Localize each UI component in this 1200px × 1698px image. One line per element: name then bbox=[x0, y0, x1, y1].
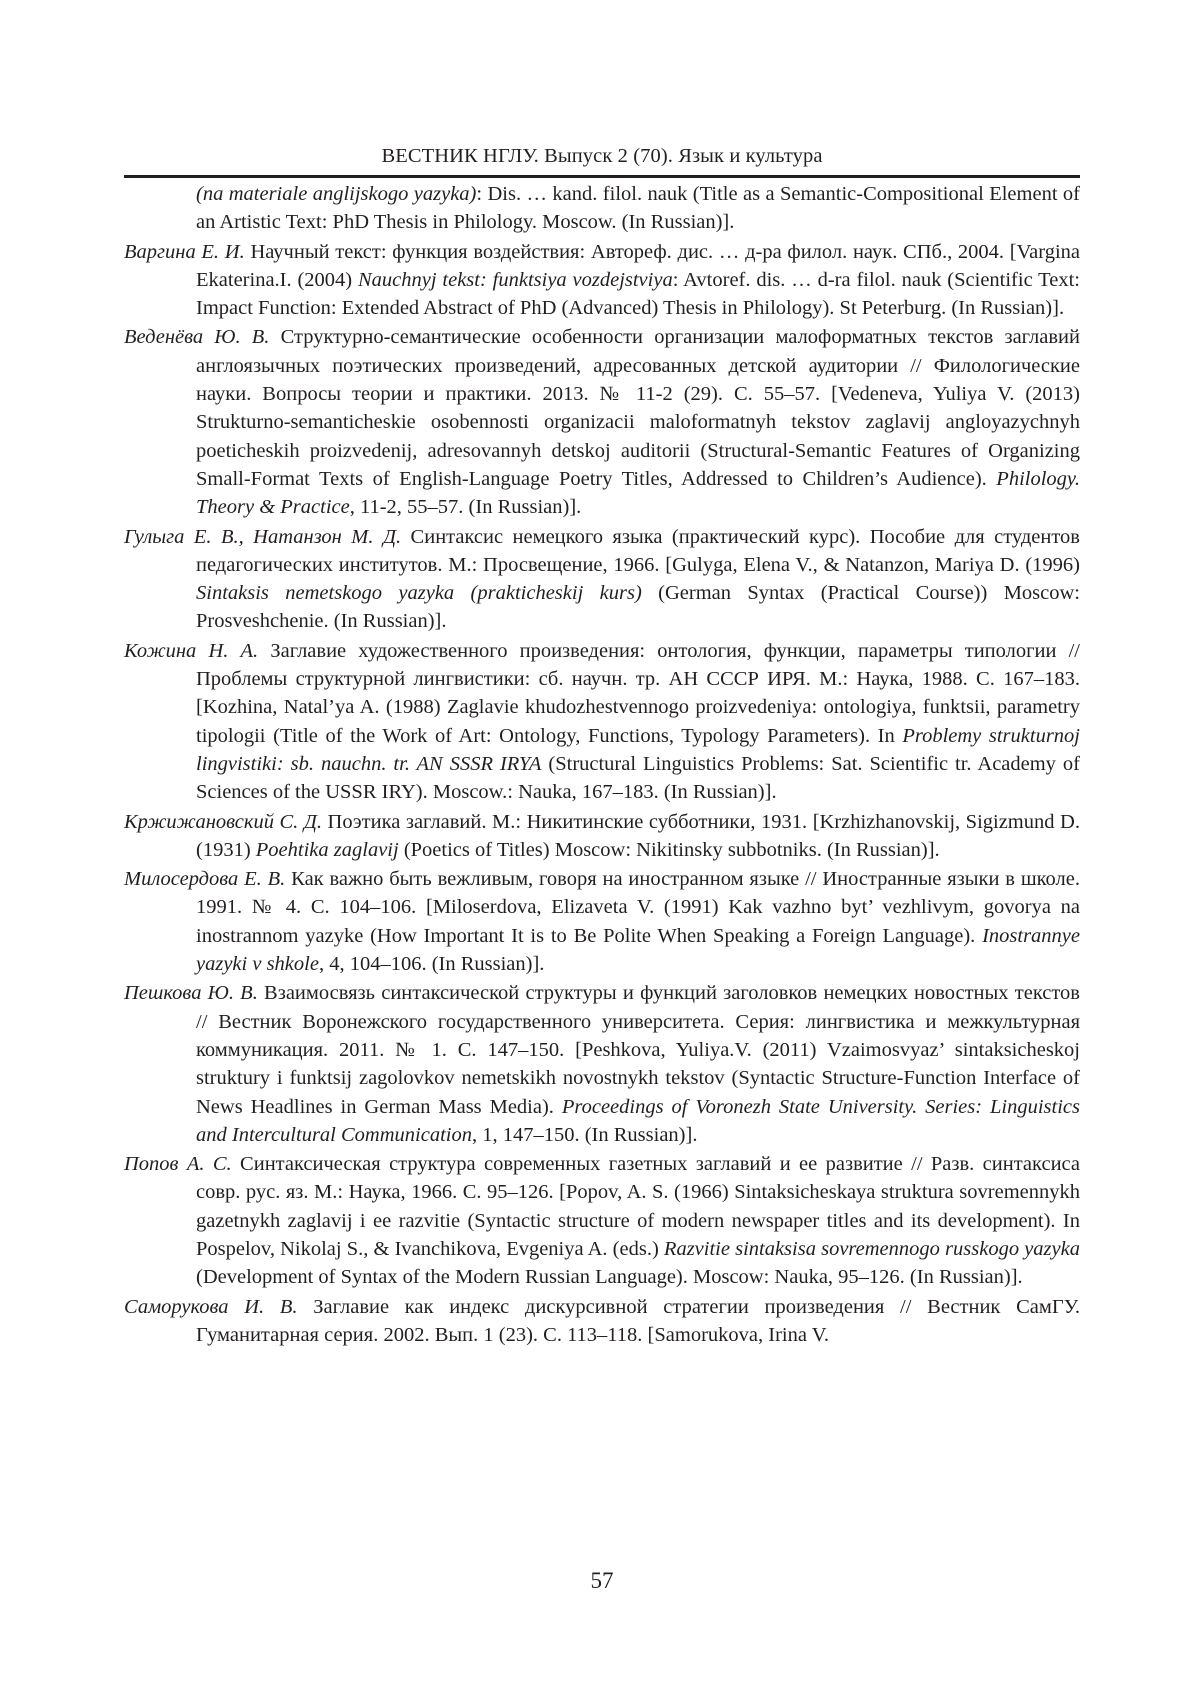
reference-italic-segment: Nauchnyj tekst: funktsiya vozdejstviya bbox=[357, 268, 673, 291]
reference-text-segment: , 4, 104–106. (In Russian)]. bbox=[318, 953, 545, 976]
reference-entry bbox=[124, 865, 1080, 978]
reference-italic-segment: (na materiale anglijskogo yazyka) bbox=[196, 183, 477, 205]
reference-author: Пешкова Ю. В. bbox=[124, 982, 258, 1005]
reference-entry bbox=[124, 323, 1080, 521]
reference-text-segment: Синтаксис немецкого языка (практический курс). Пособие для студентов педагогических институтов. М.: Просвещение, 1966. [Gulyga, Elena V., & Natanzon, Mariya D. (1996) bbox=[196, 525, 1080, 576]
reference-entry bbox=[124, 523, 1080, 636]
reference-author: Милосердова Е. В. bbox=[124, 868, 286, 891]
reference-entry bbox=[124, 238, 1080, 323]
reference-text-segment: Синтаксическая структура современных газетных заглавий и ее развитие // Разв. синтаксиса совр. рус. яз. М.: Наука, 1966. С. 95–126. [Popov, A. S. (1966) Sintaksicheskaya struktura sovremennykh gazetnykh zaglavij i ee razvitie (Syntactic structure of modern newspaper titles and its development). In Pospelov, Nikolaj S., & Ivanchikova, Evgeniya A. (eds.) bbox=[196, 1153, 1081, 1260]
reference-entry bbox=[124, 637, 1080, 807]
reference-text-segment: (German Syntax (Practical Course)) Moscow: Prosveshchenie. (In Russian)]. bbox=[196, 582, 1081, 633]
reference-entry bbox=[124, 1150, 1080, 1291]
reference-author: Веденёва Ю. В. bbox=[124, 326, 270, 349]
reference-text-segment: (Structural Linguistics Problems: Sat. Scientific tr. Academy of Sciences of the USSR IRY). Moscow.: Nauka, 167–183. (In Russian)]. bbox=[196, 752, 1080, 804]
page-number: 57 bbox=[590, 1568, 614, 1593]
reference-italic-segment: Razvitie sintaksisa sovremennogo russkogo yazyka bbox=[663, 1237, 1080, 1260]
reference-author: Кржижановский С. Д. bbox=[124, 810, 322, 833]
reference-entry bbox=[124, 180, 1080, 237]
reference-text-segment: , 11-2, 55–57. (In Russian)]. bbox=[349, 496, 582, 519]
reference-italic-segment: Inostrannye yazyki v shkole bbox=[196, 924, 1080, 976]
reference-text-segment: Как важно быть вежливым, говоря на иностранном языке // Иностранные языки в школе. 1991. № 4. С. 104–106. [Miloserdova, Elizaveta V. (1991) Kak vazhno byt’ vezhlivym, govorya na inostrannom yazyke (How Important It is to Be Polite When Speaking a Foreign Language). bbox=[196, 868, 1080, 947]
reference-author: Гулыга Е. В., Натанзон М. Д. bbox=[124, 525, 402, 548]
reference-text-segment: Взаимосвязь синтаксической структуры и функций заголовков немецких новостных текстов // Вестник Воронежского государственного университета. Серия: лингвистика и межкультурная коммуникация. 2011. № 1. С. 147–150. [Peshkova, Yuliya.V. (2011) Vzaimosvyaz’ sintaksicheskoj struktury i funktsij zagolovkov nemetskikh novostnykh tekstov (Syntactic Structure-Function Interface of News Headlines in German Mass Media). bbox=[196, 982, 1080, 1118]
reference-entry bbox=[124, 1293, 1080, 1350]
reference-italic-segment: Problemy strukturnoj lingvistiki: sb. nauchn. tr. AN SSSR IRYA bbox=[196, 724, 1080, 775]
reference-text-segment: Поэтика заглавий. М.: Никитинские субботники, 1931. [Krzhizhanovskij, Sigizmund D. (1931) bbox=[196, 810, 1080, 861]
reference-text-segment: Заглавие как индекс дискурсивной стратегии произведения // Вестник СамГУ. Гуманитарная серия. 2002. Вып. 1 (23). С. 113–118. [Samorukova, Irina V. bbox=[196, 1295, 1080, 1346]
reference-text-segment: : Avtoref. dis. … d-ra filol. nauk (Scientific Text: Impact Function: Extended Abstract of PhD (Advanced) Thesis in Philology). St Peterburg. (In Russian)]. bbox=[196, 268, 1080, 320]
reference-text-segment: : Dis. … kand. filol. nauk (Title as a Semantic-Compositional Element of an Artistic Text: PhD Thesis in Philology. Moscow. (In Russian)]. bbox=[196, 183, 1080, 234]
reference-author: Саморукова И. В. bbox=[124, 1295, 298, 1318]
header-rule bbox=[124, 175, 1080, 178]
reference-author: Кожина Н. А. bbox=[124, 639, 259, 662]
reference-text-segment: (Development of Syntax of the Modern Russian Language). Moscow: Nauka, 95–126. (In Russian)]. bbox=[196, 1266, 1023, 1289]
reference-italic-segment: Proceedings of Voronezh State University. Series: Linguistics and Intercultural Communication bbox=[196, 1095, 1080, 1146]
reference-text-segment: (Poetics of Titles) Moscow: Nikitinsky subbotniks. (In Russian)]. bbox=[398, 838, 940, 861]
reference-text-segment: Заглавие художественного произведения: онтология, функции, параметры типологии // Проблемы структурной лингвистики: сб. научн. тр. АН СССР ИРЯ. М.: Наука, 1988. С. 167–183. [Kozhina, Natal’ya A. (1988) Zaglavie khudozhestvennogo proizvedeniya: ontologiya, funktsii, parametry tipologii (Title of the Work of Art: Ontology, Functions, Typology Parameters). In bbox=[196, 639, 1080, 747]
reference-entry bbox=[124, 808, 1080, 865]
reference-text-segment: Научный текст: функция воздействия: Автореф. дис. … д-ра филол. наук. СПб., 2004. [Vargina Ekaterina.I. (2004) bbox=[196, 240, 1080, 291]
reference-text-segment: , 1, 147–150. (In Russian)]. bbox=[471, 1123, 698, 1146]
running-header: ВЕСТНИК НГЛУ. Выпуск 2 (70). Язык и культура bbox=[381, 145, 823, 167]
reference-text-segment: Структурно-семантические особенности организации малоформатных текстов заглавий англоязычных поэтических произведений, адресованных детской аудитории // Филологические науки. Вопросы теории и практики. 2013. № 11-2 (29). С. 55–57. [Vedeneva, Yuliya V. (2013) Strukturno-semanticheskie osobennosti organizacii maloformatnyh tekstov zaglavij angloyazychnyh poeticheskih proizvedenij, adresovannyh detskoj auditorii (Structural-Semantic Features of Organizing Small-Format Texts of English-Language Poetry Titles, Addressed to Children’s Audience). bbox=[196, 326, 1081, 490]
reference-italic-segment: Poehtika zaglavij bbox=[255, 838, 399, 861]
reference-entry bbox=[124, 979, 1080, 1149]
reference-author: Варгина Е. И. bbox=[124, 240, 245, 263]
reference-list bbox=[124, 180, 1080, 1350]
reference-italic-segment: Philology. Theory & Practice bbox=[196, 467, 1080, 519]
reference-italic-segment: Sintaksis nemetskogo yazyka (prakticheskij kurs) bbox=[196, 582, 642, 605]
reference-author: Попов А. С. bbox=[124, 1153, 232, 1176]
